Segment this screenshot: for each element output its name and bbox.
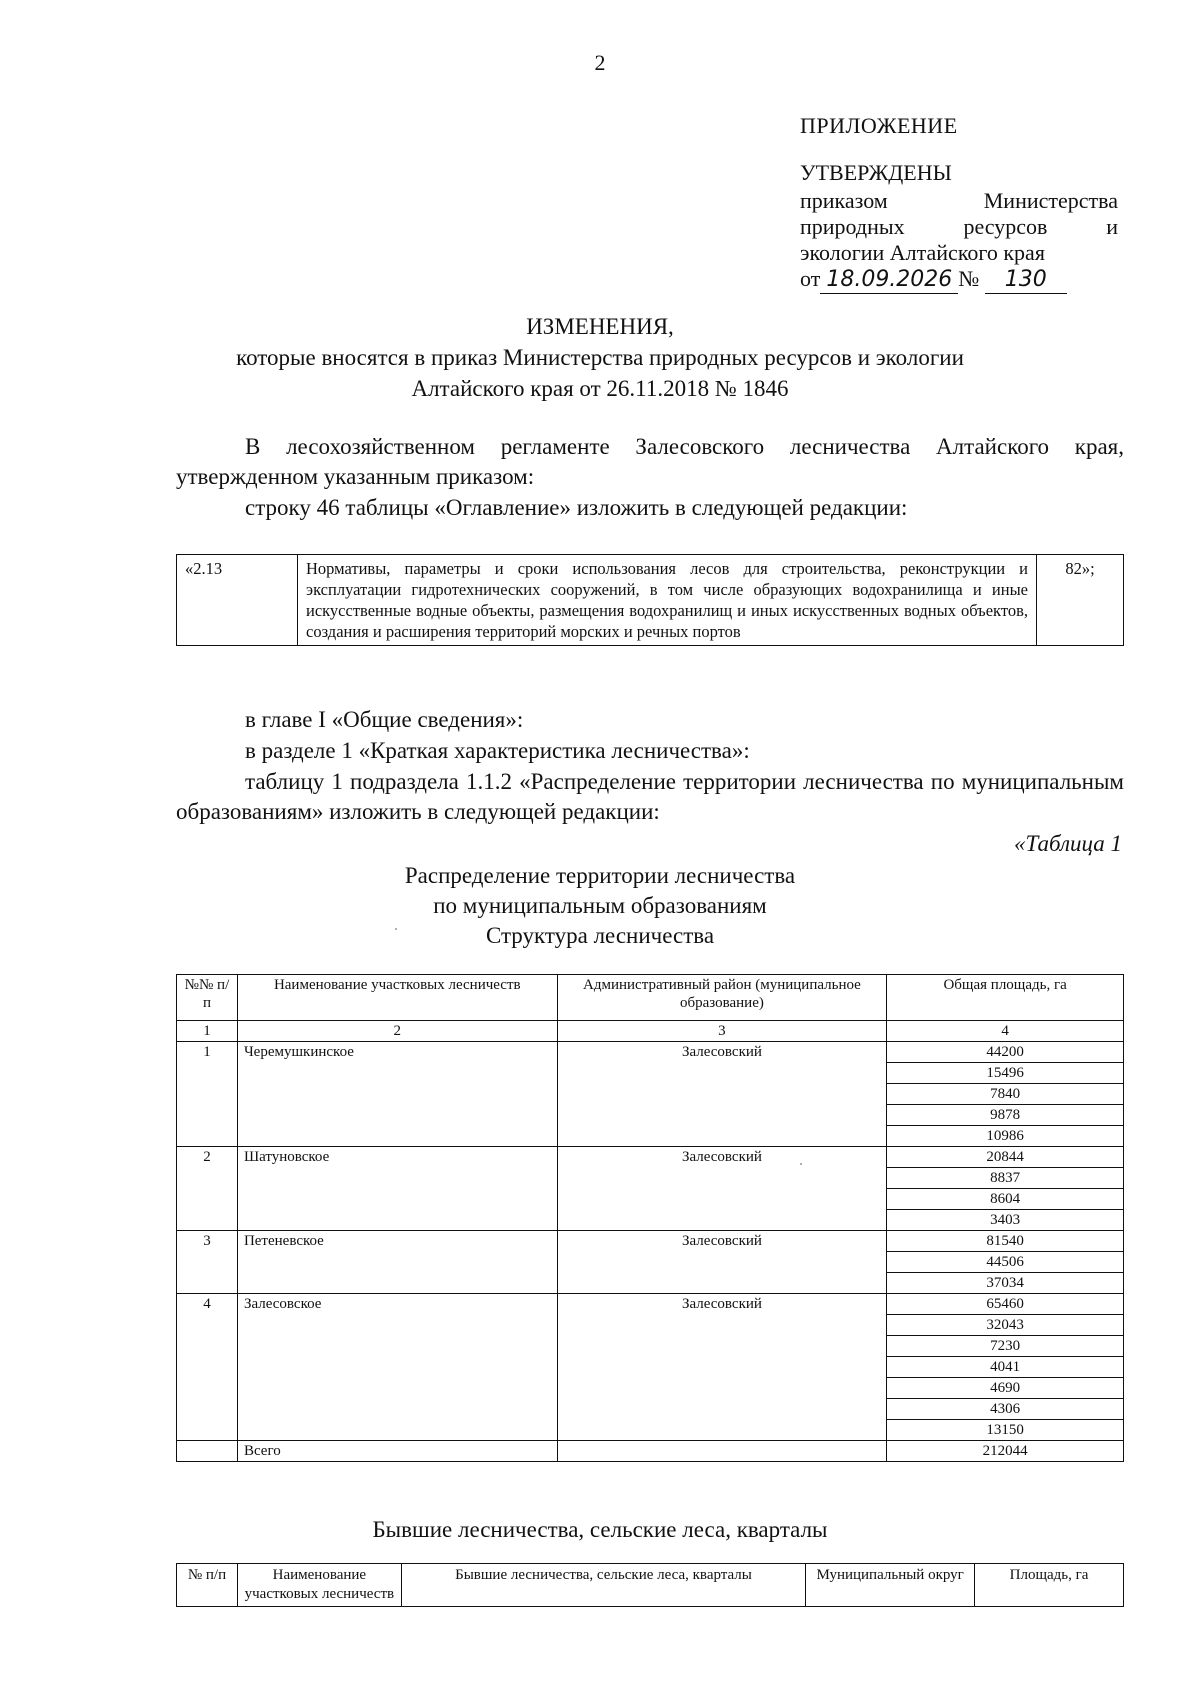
- former-forestries-table: [176, 1563, 1124, 1607]
- row-number: 4: [177, 1294, 238, 1441]
- handwritten-order-number: 130: [985, 267, 1067, 294]
- area-value: 9878: [887, 1105, 1124, 1126]
- district-name: Залесовский: [557, 1231, 887, 1294]
- approval-line-1: приказом Министерства: [800, 188, 1118, 213]
- approval-stamp-block: [800, 160, 1118, 294]
- table-1-title-2: по муниципальным образованиям: [433, 893, 767, 918]
- toc-row-table: [176, 554, 1124, 646]
- document-heading-line-2: которые вносятся в приказ Министерства природных ресурсов и экологии: [236, 345, 964, 370]
- total-value: 212044: [887, 1441, 1124, 1462]
- area-value: 15496: [887, 1063, 1124, 1084]
- row-number: 1: [177, 1042, 238, 1147]
- table-2-title: Бывшие лесничества, сельские леса, кварталы: [372, 1517, 828, 1542]
- number-prefix: №: [958, 266, 980, 291]
- table-1-title-3: Структура лесничества: [485, 923, 715, 948]
- area-value: 13150: [887, 1420, 1124, 1441]
- forestry-name: Шатуновское: [237, 1147, 557, 1231]
- total-label: Всего: [237, 1441, 557, 1462]
- table-row: [177, 1147, 1124, 1168]
- total-empty-cell: [177, 1441, 238, 1462]
- district-name: Залесовский: [557, 1042, 887, 1147]
- scan-speck: [395, 928, 397, 930]
- appendix-label: ПРИЛОЖЕНИЕ: [800, 113, 958, 138]
- col-number: 3: [557, 1021, 887, 1042]
- t2-header-forestry-name: Наименование участковых лесничеств: [237, 1564, 401, 1607]
- col-number: 4: [887, 1021, 1124, 1042]
- area-value: 8837: [887, 1168, 1124, 1189]
- total-row: [177, 1441, 1124, 1462]
- header-district: Административный район (муниципальное образование): [557, 975, 887, 1021]
- forestry-name: Петеневское: [237, 1231, 557, 1294]
- area-value: 7840: [887, 1084, 1124, 1105]
- document-heading-line-3: Алтайского края от 26.11.2018 № 1846: [411, 376, 789, 401]
- col-number: 2: [237, 1021, 557, 1042]
- area-value: 65460: [887, 1294, 1124, 1315]
- header-num: №№ п/п: [177, 975, 238, 1021]
- t2-header-municipal-district: Муниципальный округ: [806, 1564, 975, 1607]
- forestry-structure-table: [176, 974, 1124, 1462]
- total-empty-cell: [557, 1441, 887, 1462]
- area-value: 20844: [887, 1147, 1124, 1168]
- row-number: 3: [177, 1231, 238, 1294]
- handwritten-date: 18.09.2026: [820, 267, 958, 294]
- area-value: 81540: [887, 1231, 1124, 1252]
- chapter-line-2: в разделе 1 «Краткая характеристика лесничества»:: [245, 738, 750, 763]
- table-1-label: «Таблица 1: [1013, 831, 1122, 856]
- table-row: [177, 1042, 1124, 1063]
- toc-section-text: Нормативы, параметры и сроки использования лесов для строительства, реконструкции и эксплуатации гидротехнических сооружений, в том числе образующих водохранилища и иные искусственные водные объекты, размещения водохранилищ и иных искусственных водных объектов, создания и расширения территорий морских и речных портов: [298, 555, 1037, 646]
- toc-section-number: «2.13: [177, 555, 298, 646]
- area-value: 4306: [887, 1399, 1124, 1420]
- document-heading-title: ИЗМЕНЕНИЯ,: [526, 314, 674, 339]
- header-area: Общая площадь, га: [887, 975, 1124, 1021]
- t2-header-area: Площадь, га: [975, 1564, 1124, 1607]
- table-row: [177, 1294, 1124, 1315]
- area-value: 32043: [887, 1315, 1124, 1336]
- area-value: 4041: [887, 1357, 1124, 1378]
- approval-line-3: экологии Алтайского края: [800, 240, 1045, 265]
- intro-instruction: строку 46 таблицы «Оглавление» изложить в следующей редакции:: [245, 495, 908, 520]
- forestry-name: Залесовское: [237, 1294, 557, 1441]
- area-value: 37034: [887, 1273, 1124, 1294]
- chapter-line-1: в главе I «Общие сведения»:: [245, 707, 524, 732]
- district-name: Залесовский: [557, 1147, 887, 1231]
- area-value: 44506: [887, 1252, 1124, 1273]
- chapter-line-3: таблицу 1 подраздела 1.1.2 «Распределение территории лесничества по муниципальным образованиям» изложить в следующей редакции:: [176, 769, 1124, 824]
- t2-header-former-forestries: Бывшие лесничества, сельские леса, кварталы: [401, 1564, 805, 1607]
- area-value: 10986: [887, 1126, 1124, 1147]
- table-row: [177, 1231, 1124, 1252]
- district-name: Залесовский: [557, 1294, 887, 1441]
- approval-title: УТВЕРЖДЕНЫ: [800, 160, 952, 185]
- col-number: 1: [177, 1021, 238, 1042]
- table-1-title-1: Распределение территории лесничества: [404, 863, 796, 888]
- area-value: 4690: [887, 1378, 1124, 1399]
- area-value: 7230: [887, 1336, 1124, 1357]
- intro-paragraph: В лесохозяйственном регламенте Залесовского лесничества Алтайского края, утвержденном указанным приказом:: [176, 434, 1124, 489]
- t2-header-num: № п/п: [177, 1564, 238, 1607]
- area-value: 44200: [887, 1042, 1124, 1063]
- page-number: 2: [594, 50, 606, 75]
- area-value: 8604: [887, 1189, 1124, 1210]
- approval-line-2: природных ресурсов и: [800, 214, 1118, 239]
- area-value: 3403: [887, 1210, 1124, 1231]
- header-forestry-name: Наименование участковых лесничеств: [237, 975, 557, 1021]
- row-number: 2: [177, 1147, 238, 1231]
- forestry-name: Черемушкинское: [237, 1042, 557, 1147]
- date-prefix: от: [800, 266, 821, 291]
- approval-date-line: [800, 266, 1118, 294]
- toc-page-number: 82»;: [1037, 555, 1124, 646]
